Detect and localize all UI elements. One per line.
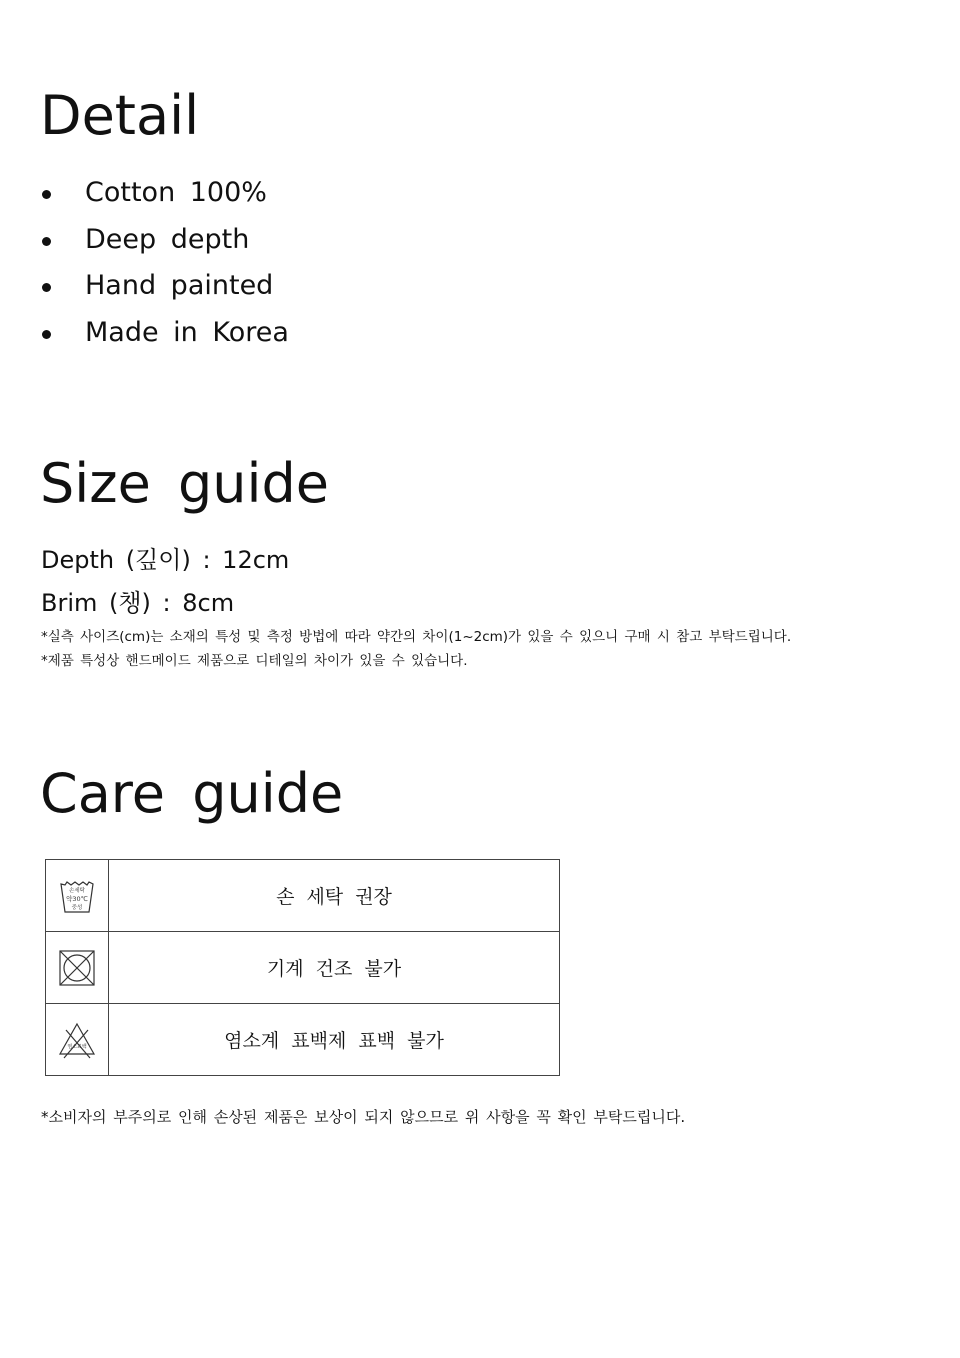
no-bleach-icon [57, 1020, 97, 1060]
size-brim: Brim (챙) : 8cm [41, 589, 235, 617]
bullet-icon [42, 190, 51, 199]
list-item-text: Hand painted [85, 270, 274, 301]
table-row [46, 1004, 560, 1076]
care-label-no-bleach: 염소계 표백제 표백 불가 [109, 1004, 560, 1076]
list-item [40, 217, 289, 264]
care-table [45, 859, 560, 1076]
size-depth: Depth (깊이) : 12cm [41, 546, 290, 574]
list-item [40, 263, 289, 310]
size-guide-heading: Size guide [40, 452, 330, 515]
care-guide-heading: Care guide [40, 762, 344, 825]
size-note-measurement: *실측 사이즈(cm)는 소재의 특성 및 측정 방법에 따라 약간의 차이(1~2cm)가 있을 수 있으니 구매 시 참고 부탁드립니다. [41, 629, 792, 645]
no-tumble-dry-icon [57, 948, 97, 988]
list-item-text: Deep depth [85, 223, 250, 255]
list-item [40, 310, 289, 357]
bullet-icon [42, 330, 51, 339]
svg-text:염소표백: 염소표백 [67, 1043, 87, 1050]
care-label-no-dry: 기계 건조 불가 [109, 932, 560, 1004]
list-item [40, 170, 289, 217]
care-label-hand-wash: 손 세탁 권장 [109, 860, 560, 932]
table-row [46, 860, 560, 932]
svg-text:약30℃: 약30℃ [66, 894, 88, 903]
care-icon-cell [46, 1004, 109, 1076]
table-row [46, 932, 560, 1004]
bullet-icon [42, 283, 51, 292]
care-icon-cell [46, 932, 109, 1004]
care-icon-cell [46, 860, 109, 932]
size-note-handmade: *제품 특성상 핸드메이드 제품으로 디테일의 차이가 있을 수 있습니다. [41, 653, 468, 669]
detail-list [40, 170, 289, 356]
hand-wash-icon [57, 876, 97, 916]
care-note: *소비자의 부주의로 인해 손상된 제품은 보상이 되지 않으므로 위 사항을 꼭 확인 부탁드립니다. [41, 1108, 686, 1126]
detail-heading: Detail [40, 84, 200, 147]
list-item-text: Cotton 100% [85, 177, 267, 208]
svg-text:중성: 중성 [71, 904, 83, 911]
svg-text:손세탁: 손세탁 [69, 887, 85, 894]
bullet-icon [42, 237, 51, 246]
list-item-text: Made in Korea [85, 316, 289, 348]
